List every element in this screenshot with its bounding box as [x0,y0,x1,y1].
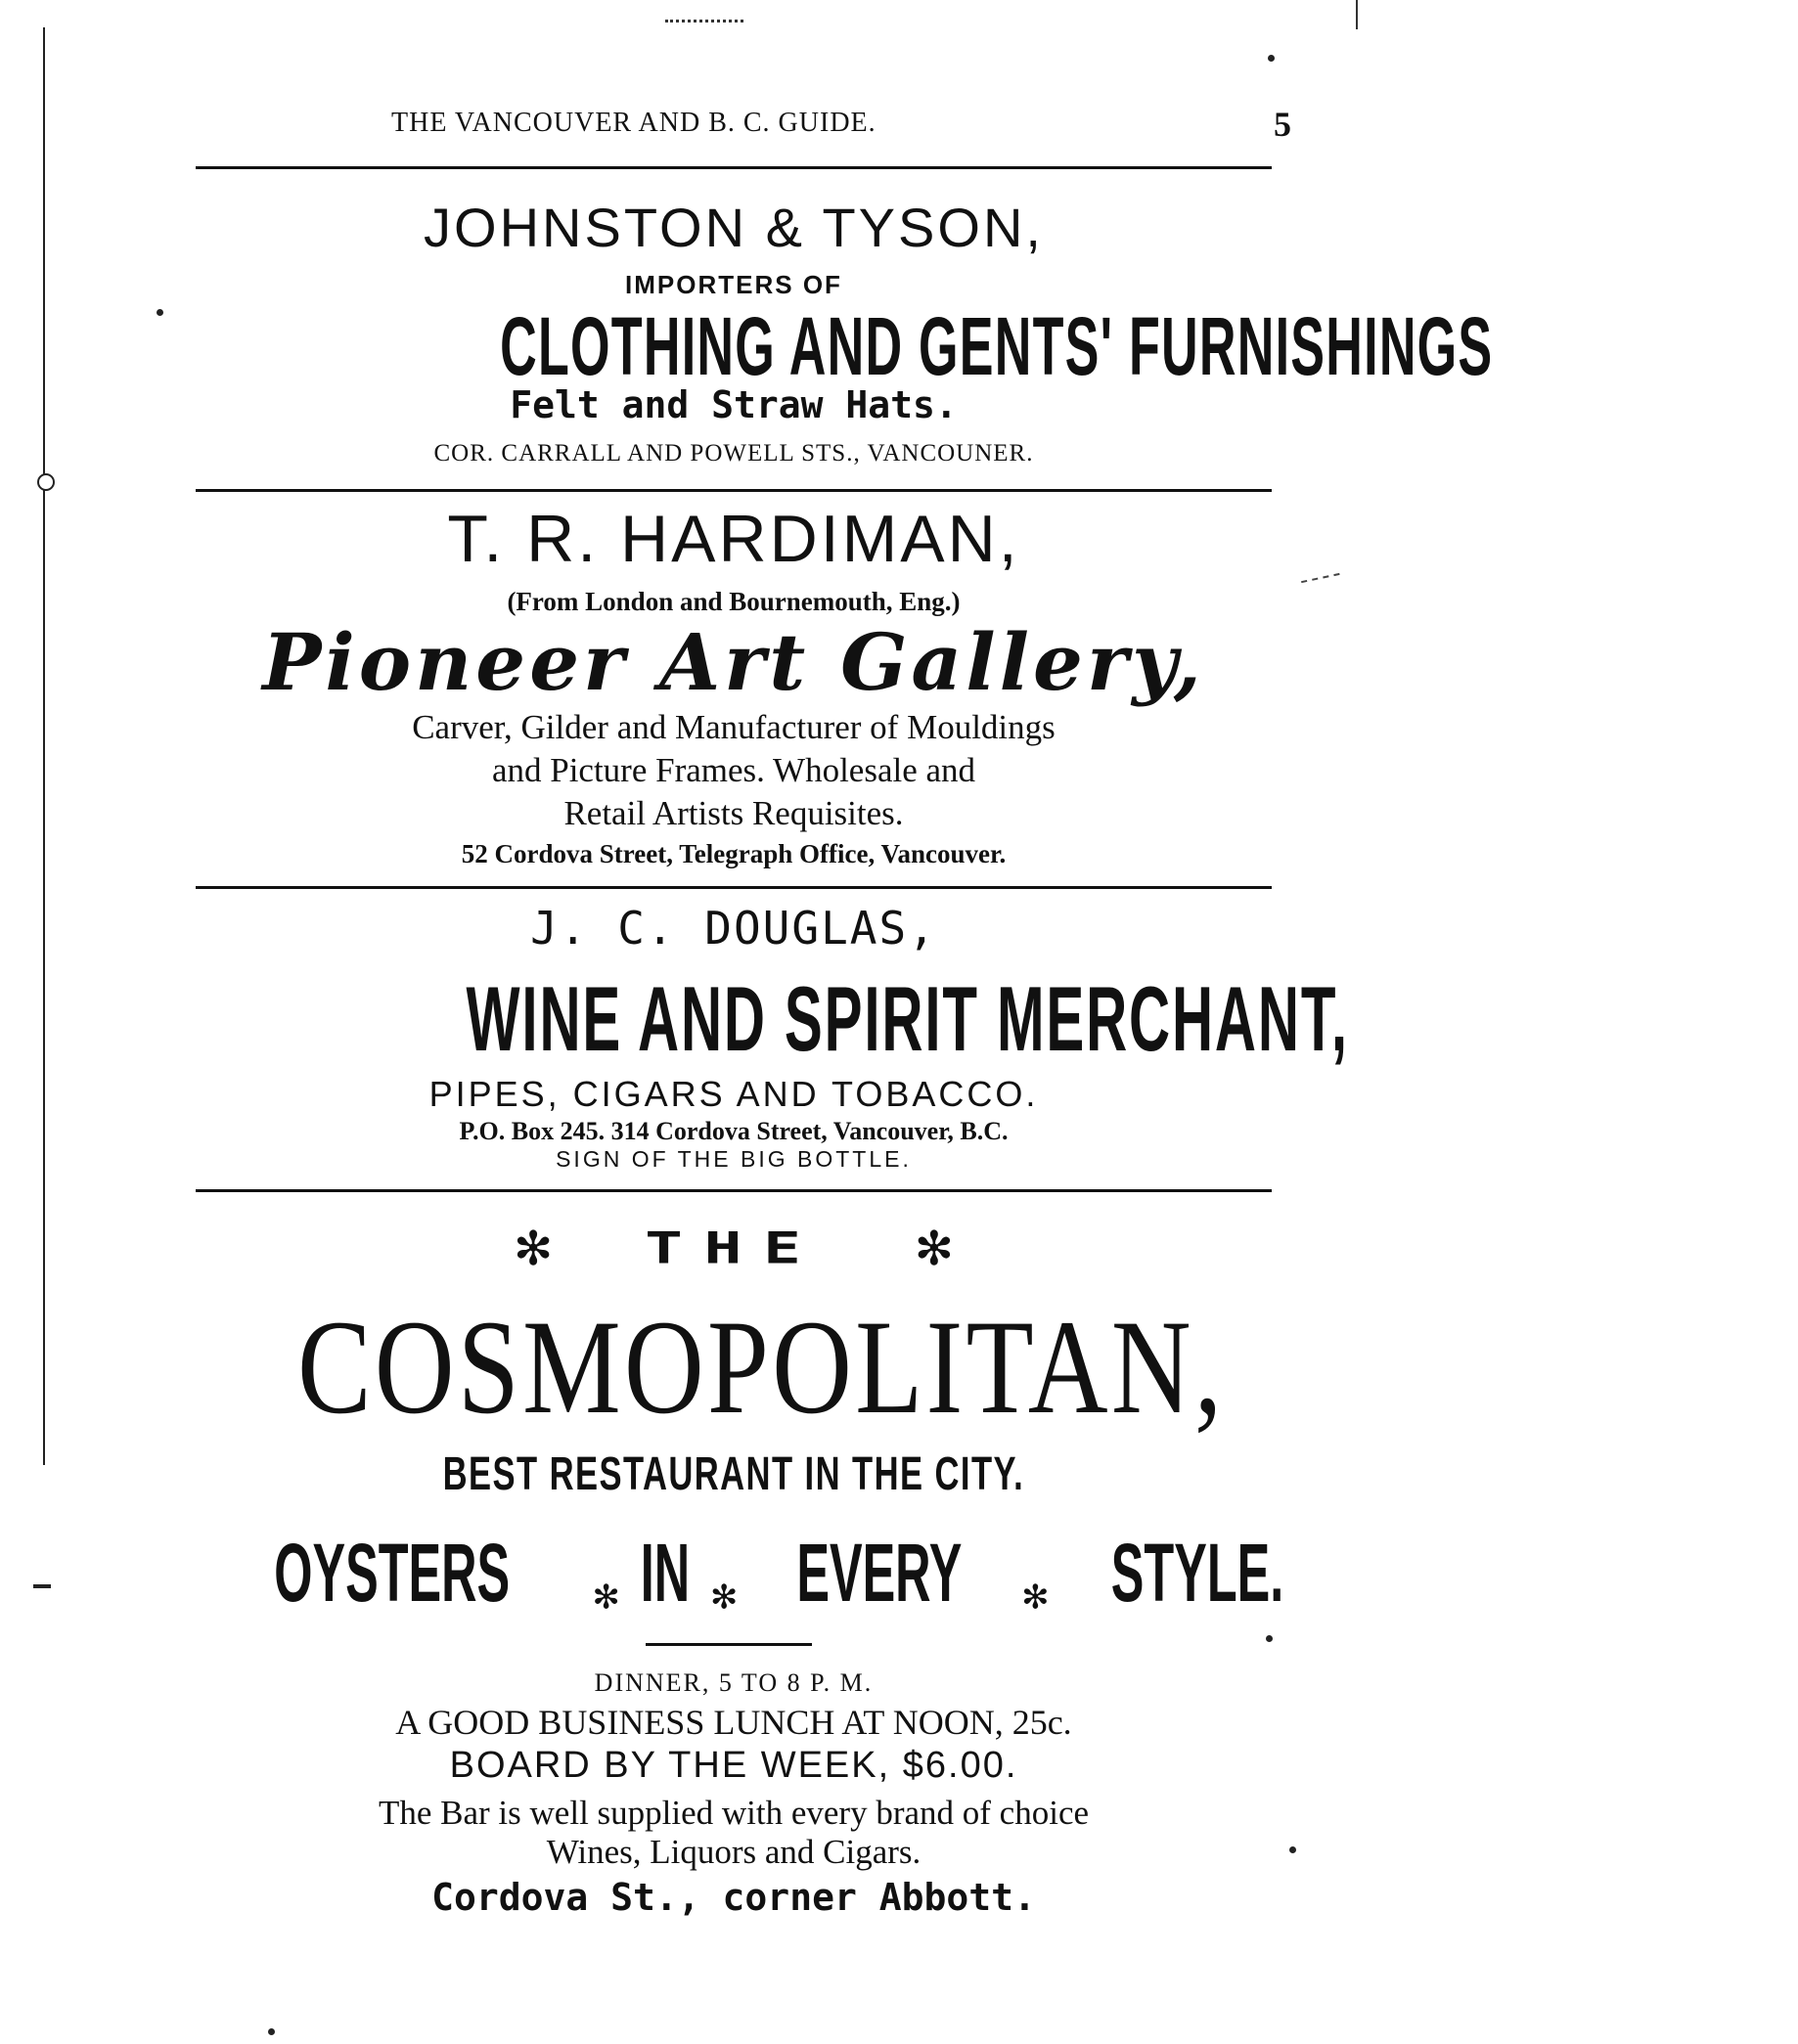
ad4-the-row [196,1213,1272,1281]
ornament-star-icon: ✻ [592,1577,620,1618]
running-title: THE VANCOUVER AND B. C. GUIDE. [391,108,877,138]
ad4-tagline-wrap [196,1447,1272,1506]
ad4-the: THE [645,1223,823,1274]
short-divider [646,1643,812,1646]
oysters-word: IN [640,1527,691,1619]
binding-hole-mark [37,473,55,491]
ad1-subhead: IMPORTERS OF [625,270,842,299]
ad3-headline: WINE AND SPIRIT MERCHANT, [466,967,1349,1070]
ad4-board: BOARD BY THE WEEK, $6.00. [449,1745,1018,1786]
top-dotted-mark [665,20,743,24]
speck [1266,1635,1273,1642]
ad4-bar-line2: Wines, Liquors and Cigars. [546,1833,921,1871]
ad3-sign: SIGN OF THE BIG BOTTLE. [556,1146,912,1172]
ad3-name: J. C. DOUGLAS, [530,902,937,955]
ad1-headline-wrap [196,299,1494,392]
ad4-dinner: DINNER, 5 TO 8 P. M. [594,1668,874,1697]
ad2-line2: and Picture Frames. Wholesale and [491,751,976,789]
ad2-gallery: Pioneer Art Gallery, [262,616,1205,708]
ad1-name: JOHNSTON & TYSON, [424,197,1044,258]
oysters-word: EVERY [796,1527,963,1619]
ornament-star-icon: ✻ [1021,1577,1050,1618]
running-head [196,105,1291,147]
ad2-origin: (From London and Bournemouth, Eng.) [507,587,961,616]
ad4-name: COSMOPOLITAN, [297,1292,1226,1442]
ad4-name-wrap [196,1289,1272,1442]
ad1-headline: CLOTHING AND GENTS' FURNISHINGS [500,300,1494,392]
ad4-oysters-row [196,1526,1283,1623]
ad2-address: 52 Cordova Street, Telegraph Office, Vancouver. [461,839,1007,868]
ad4-tagline: BEST RESTAURANT IN THE CITY. [442,1448,1025,1500]
ad1-tagline: Felt and Straw Hats. [510,383,958,426]
divider [196,1189,1272,1192]
ad2-name: T. R. HARDIMAN, [447,502,1020,576]
divider [196,166,1272,169]
ornament-star-icon: ✻ [709,1577,739,1618]
oysters-word: STYLE. [1110,1527,1283,1619]
right-edge-mark [1356,0,1358,29]
speck [1289,1846,1296,1853]
ad4-address: Cordova St., corner Abbott. [431,1876,1036,1919]
margin-tick [1301,573,1340,585]
speck [1268,55,1275,62]
ad3-products: PIPES, CIGARS AND TOBACCO. [428,1074,1039,1114]
oysters-word: OYSTERS [274,1527,511,1619]
ad3-headline-wrap [196,966,1349,1074]
ad4-lunch: A GOOD BUSINESS LUNCH AT NOON, 25c. [395,1703,1072,1742]
ornament-star-icon: ✻ [914,1222,955,1276]
ad2-line3: Retail Artists Requisites. [563,794,904,832]
binding-line [43,27,45,1465]
speck [157,309,163,316]
divider [196,489,1272,492]
page-number: 5 [1274,105,1291,144]
divider [196,886,1272,889]
ad3-address: P.O. Box 245. 314 Cordova Street, Vancouver, B.C. [459,1117,1009,1145]
margin-mark [33,1584,51,1588]
ad1-address: COR. CARRALL AND POWELL STS., VANCOUNER. [433,440,1034,467]
ad2-line1: Carver, Gilder and Manufacturer of Mouldings [412,708,1056,746]
ornament-star-icon: ✻ [513,1222,554,1276]
speck [268,2028,275,2035]
ad4-bar-line1: The Bar is well supplied with every brand of choice [378,1794,1090,1832]
